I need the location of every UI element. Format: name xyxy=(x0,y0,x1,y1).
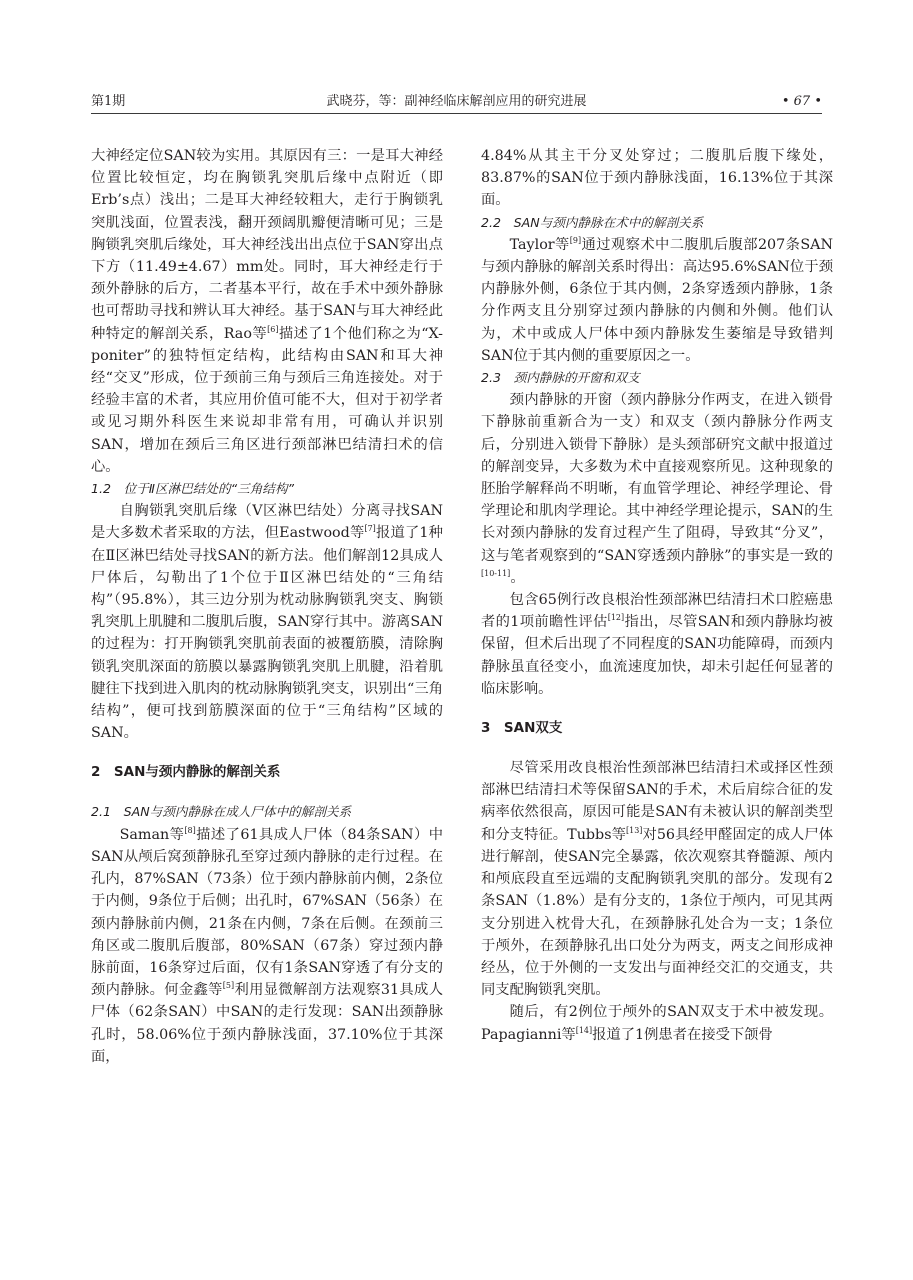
paragraph: 大神经定位SAN较为实用。其原因有三：一是耳大神经位置比较恒定，均在胸锁乳突肌后缘中点附近（即Erb’s点）浅出；二是耳大神经较粗大，走行于胸锁乳突肌浅面，位置表浅，翻开颈阔肌瓣便清晰可见；三是胸锁乳突肌后缘处，耳大神经浅出出点位于SAN穿出点下方（11.49±4.67）mm处。同时，耳大神经走行于颈外静脉的后方，二者基本平行，故在手术中颈外静脉也可帮助寻找和辨认耳大神经。基于SAN与耳大神经此种特定的解剖关系，Rao等[6]描述了1个他们称之为“X-poniter”的独特恒定结构，此结构由SAN和耳大神经“交叉”形成，位于颈前三角与颈后三角连接处。对于经验丰富的术者，其应用价值可能不大，但对于初学者或见习期外科医生来说却非常有用，可确认并识别SAN，增加在颈后三角区进行颈部淋巴结清扫术的信心。 xyxy=(91,148,443,475)
paragraph: 自胸锁乳突肌后缘（Ⅴ区淋巴结处）分离寻找SAN是大多数术者采取的方法，但Eastwood等[7]报道了1种在Ⅱ区淋巴结处寻找SAN的新方法。他们解剖12具成人尸体后，勾勒出了1个位于Ⅱ区淋巴结处的“三角结构”（95.8%），其三边分别为枕动脉胸锁乳突支、胸锁乳突肌上肌腱和二腹肌后腹，SAN穿行其中。游离SAN的过程为：打开胸锁乳突肌前表面的被覆筋膜，清除胸锁乳突肌深面的筋膜以暴露胸锁乳突肌上肌腱，沿着肌腱往下找到进入肌肉的枕动脉胸锁乳突支，识别出“三角结构”，便可找到筋膜深面的位于“三角结构”区域的SAN。 xyxy=(91,503,443,742)
paragraph: 颈内静脉的开窗（颈内静脉分作两支，在进入锁骨下静脉前重新合为一支）和双支（颈内静脉分作两支后，分别进入锁骨下静脉）是头颈部研究文献中报道过的解剖变异，大多数为术中直接观察所见。这种现象的胚胎学解释尚不明晰，有血管学理论、神经学理论、骨学理论和肌肉学理论。其中神经学理论提示，SAN的生长对颈内静脉的发育过程产生了阻碍，导致其“分叉”，这与笔者观察到的“SAN穿透颈内静脉”的事实是一致的[10-11]。 xyxy=(481,392,833,586)
paragraph: Saman等[8]描述了61具成人尸体（84条SAN）中SAN从颅后窝颈静脉孔至穿过颈内静脉的走行过程。在孔内，87%SAN（73条）位于颈内静脉前内侧，2条位于内侧，9条位于后侧；出孔时，67%SAN（56条）在颈内静脉前内侧，21条在内侧，7条在后侧。在颈前三角区或二腹肌后腹部，80%SAN（67条）穿过颈内静脉前面，16条穿过后面，仅有1条SAN穿透了有分支的颈内静脉。何金鑫等[5]利用显微解剖方法观察31具成人尸体（62条SAN）中SAN的走行发现：SAN出颈静脉孔时，58.06%位于颈内静脉浅面，37.10%位于其深面， xyxy=(91,825,443,1065)
running-header xyxy=(91,93,822,114)
subsection-heading-2-2: 2.2 SAN与颈内静脉在术中的解剖关系 xyxy=(481,214,704,230)
citation[interactable]: [10-11] xyxy=(481,569,511,579)
paragraph: 尽管采用改良根治性颈部淋巴结清扫术或择区性颈部淋巴结清扫术等保留SAN的手术，术后肩综合征的发病率依然很高，原因可能是SAN有未被认识的解剖类型和分支特征。Tubbs等[13]对56具经甲醛固定的成人尸体进行解剖，使SAN完全暴露，依次观察其脊髓源、颅内和颅底段直至远端的支配胸锁乳突肌的部分。发现有2条SAN（1.8%）是有分支的，1条位于颅内，可见其两支分别进入枕骨大孔，在颈静脉孔处合为一支；1条位于颅外，在颈静脉孔出口处分为两支，两支之间形成神经丛，位于外侧的一支发出与面神经交汇的交通支，共同支配胸锁乳突肌。 xyxy=(481,760,833,999)
issue-label: 第1期 xyxy=(91,94,126,109)
citation[interactable]: [12] xyxy=(607,613,625,623)
running-title: 武晓芬，等：副神经临床解剖应用的研究进展 xyxy=(326,94,587,109)
citation[interactable]: [7] xyxy=(364,524,376,534)
section-heading-3: 3 SAN双支 xyxy=(481,720,563,737)
citation[interactable]: [14] xyxy=(575,1025,593,1035)
citation[interactable]: [8] xyxy=(184,825,196,835)
left-column xyxy=(91,145,443,1068)
section-heading-2: 2 SAN与颈内静脉的解剖关系 xyxy=(91,764,281,781)
citation[interactable]: [5] xyxy=(222,981,235,991)
paragraph: 4.84%从其主干分叉处穿过；二腹肌后腹下缘处，83.87%的SAN位于颈内静脉浅面，16.13%位于其深面。 xyxy=(481,148,833,209)
page-number: • 67 • xyxy=(781,94,822,109)
paragraph: 随后，有2例位于颅外的SAN双支于术中被发现。Papagianni等[14]报道了1例患者在接受下颌骨 xyxy=(481,1004,833,1043)
citation[interactable]: [6] xyxy=(267,324,279,334)
subsection-heading-1-2: 1.2 位于Ⅱ区淋巴结处的“三角结构” xyxy=(91,481,294,497)
paragraph: 包含65例行改良根治性颈部淋巴结清扫术口腔癌患者的1项前瞻性评估[12]指出，尽管SAN和颈内静脉均被保留，但术后出现了不同程度的SAN功能障碍，而颈内静脉虽直径变小，血流速度加快，却未引起任何显著的临床影响。 xyxy=(481,592,833,697)
paragraph: Taylor等[9]通过观察术中二腹肌后腹部207条SAN与颈内静脉的解剖关系时得出：高达95.6%SAN位于颈内静脉外侧，6条位于其内侧，2条穿透颈内静脉，1条分作两支且分别穿过颈内静脉的内侧和外侧。他们认为，术中或成人尸体中颈内静脉发生萎缩是导致错判SAN位于其内侧的重要原因之一。 xyxy=(481,236,833,364)
right-column xyxy=(481,145,833,1046)
citation[interactable]: [13] xyxy=(625,825,643,835)
citation[interactable]: [9] xyxy=(569,236,582,246)
subsection-heading-2-3: 2.3 颈内静脉的开窗和双支 xyxy=(481,370,640,386)
subsection-heading-2-1: 2.1 SAN与颈内静脉在成人尸体中的解剖关系 xyxy=(91,804,352,820)
